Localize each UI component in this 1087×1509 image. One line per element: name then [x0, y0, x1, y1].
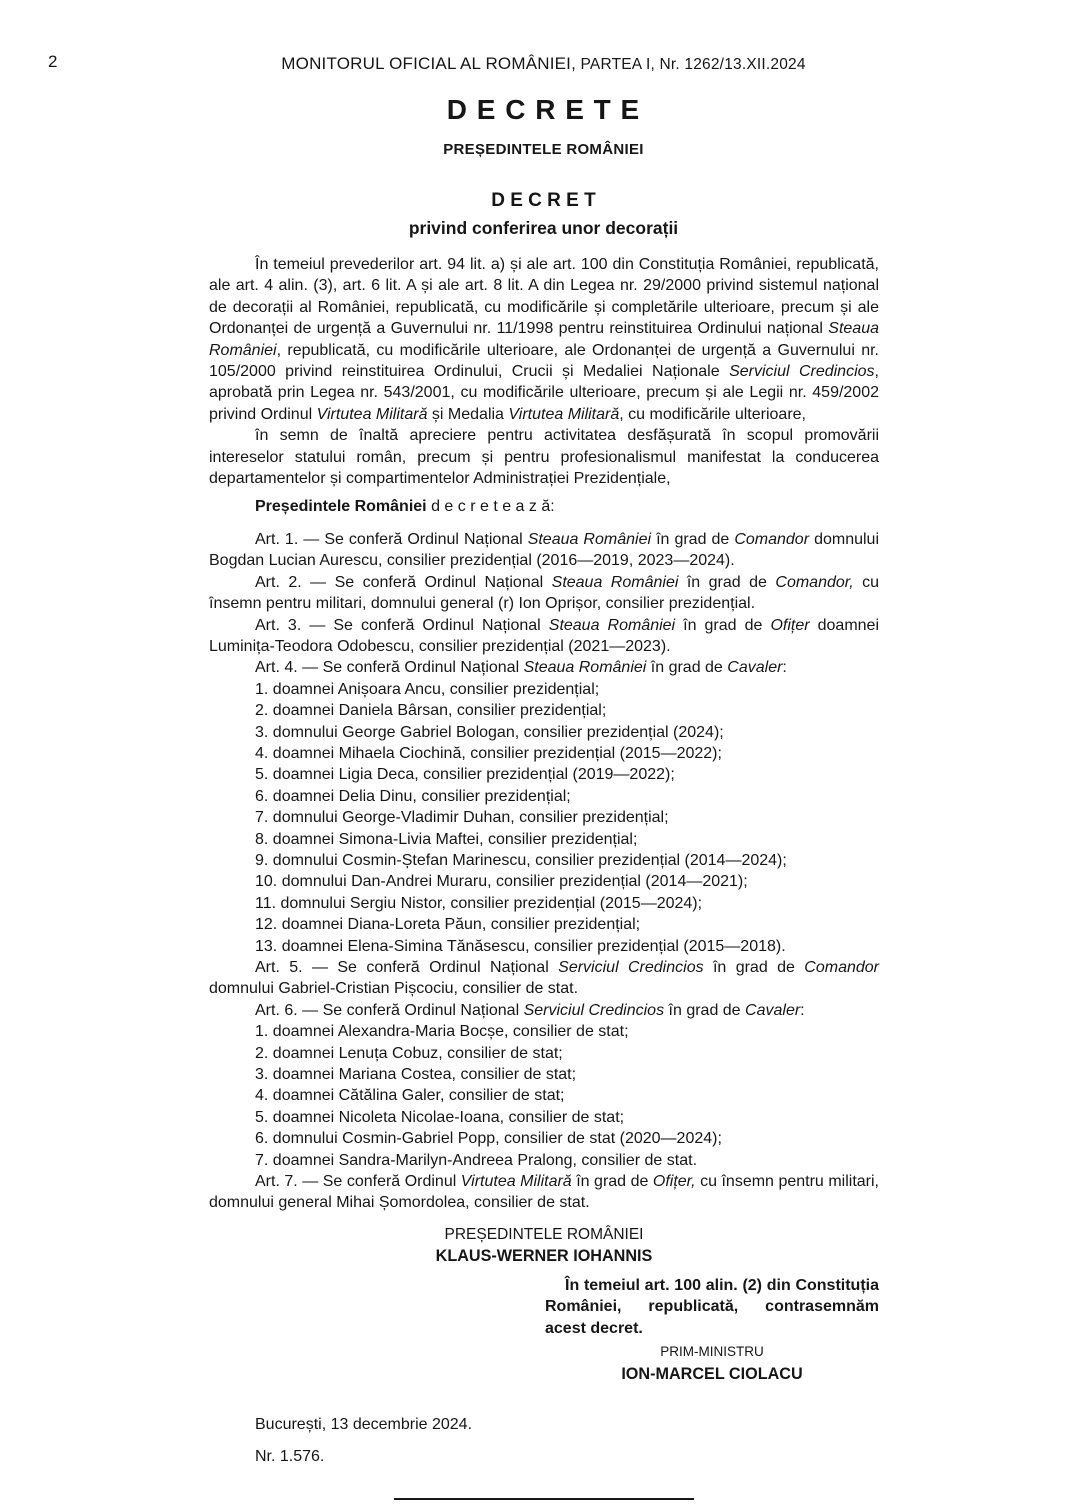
masthead [0, 0, 1087, 74]
list-item: 2. doamnei Daniela Bârsan, consilier prezidențial; [255, 702, 607, 720]
countersign-text: În temeiul art. 100 alin. (2) din Constituția României, republicată, contrasemnăm acest decret. [545, 1276, 879, 1337]
list-item: 3. doamnei Mariana Costea, consilier de stat; [255, 1066, 577, 1084]
body-paragraph: în semn de înaltă apreciere pentru activitatea desfășurată în scopul promovării intereselor statului român, precum și pentru profesionalismul manifestat la conducerea departamentelor și compartimentelor Administrației Prezidențiale, [209, 427, 879, 488]
list-item: 10. domnului Dan-Andrei Muraru, consilier prezidențial (2014—2021); [255, 873, 748, 891]
list-item: 12. doamnei Diana-Loreta Păun, consilier prezidențial; [255, 916, 641, 934]
body-paragraph: Art. 2. — Se conferă Ordinul Național Steaua României în grad de Comandor, cu însemn pentru militari, domnului general (r) Ion Oprișor, consilier prezidențial. [209, 573, 880, 613]
list-item: 1. doamnei Anișoara Ancu, consilier prezidențial; [255, 680, 600, 698]
body-paragraph: În temeiul prevederilor art. 94 lit. a) și ale art. 100 din Constituția României, republicată, ale art. 4 alin. (3), art. 6 lit. A și ale art. 8 lit. A din Legea nr. 29/2000 privind sistemul național de decorații al României, republicată, cu modificările și completările ulterioare, precum și ale Ordonanței de urgență a Guvernului nr. 11/1998 pentru reinstituirea Ordinului național Steaua României, republicată, cu modificările ulterioare, ale Ordonanței de urgență a Guvernului nr. 105/2000 privind reinstituirea Ordinului, Crucii și Medaliei Naționale Serviciul Credincios, aprobată prin Legea nr. 543/2001, cu modificările ulterioare, precum și ale Legii nr. 459/2002 privind Ordinul Virtutea Militară și Medalia Virtutea Militară, cu modificările ulterioare, [209, 256, 879, 423]
decree-title: D E C R E T [491, 190, 596, 211]
decree-number: Nr. 1.576. [255, 1448, 325, 1466]
body-paragraph: Art. 4. — Se conferă Ordinul Național Steaua României în grad de Cavaler: [255, 659, 787, 677]
list-item: 6. doamnei Delia Dinu, consilier prezidențial; [255, 787, 571, 805]
list-item: 2. doamnei Lenuța Cobuz, consilier de stat; [255, 1044, 563, 1062]
prime-minister-name: ION-MARCEL CIOLACU [621, 1365, 803, 1384]
president-signature-title: PREȘEDINTELE ROMÂNIEI [444, 1225, 644, 1243]
president-signature-block [209, 1224, 879, 1268]
place-date: București, 13 decembrie 2024. [255, 1415, 473, 1433]
masthead-title: MONITORUL OFICIAL AL ROMÂNIEI, [281, 54, 577, 73]
section-title: D E C R E T E [446, 94, 641, 125]
decree-body [209, 254, 879, 1214]
list-item: 9. domnului Cosmin-Ștefan Marinescu, consilier prezidențial (2014—2024); [255, 851, 787, 869]
page-number: 2 [48, 52, 58, 71]
list-item: 8. doamnei Simona-Livia Maftei, consilier prezidențial; [255, 830, 638, 848]
body-paragraph: Art. 7. — Se conferă Ordinul Virtutea Militară în grad de Ofițer, cu însemn pentru militari, domnului general Mihai Șomordolea, consilier de stat. [209, 1173, 879, 1212]
list-item: 4. doamnei Cătălina Galer, consilier de stat; [255, 1087, 565, 1105]
decree-subtitle: privind conferirea unor decorații [408, 218, 679, 238]
body-paragraph: Art. 3. — Se conferă Ordinul Național Steaua României în grad de Ofițer doamnei Luminița-Teodora Odobescu, consilier prezidențial (2021—2023). [209, 616, 879, 655]
decree-formula: Președintele României d e c r e t e a z ă: [255, 498, 555, 516]
list-item: 11. domnului Sergiu Nistor, consilier prezidențial (2015—2024); [255, 894, 703, 912]
list-item: 7. doamnei Sandra-Marilyn-Andreea Pralong, consilier de stat. [255, 1151, 698, 1169]
prime-minister-title: PRIM-MINISTRU [660, 1343, 764, 1359]
list-item: 13. doamnei Elena-Simina Tănăsescu, consilier prezidențial (2015—2018). [255, 937, 786, 955]
list-item: 5. doamnei Nicoleta Nicolae-Ioana, consilier de stat; [255, 1108, 625, 1126]
list-item: 3. domnului George Gabriel Bologan, consilier prezidențial (2024); [255, 723, 724, 741]
body-paragraph: Art. 6. — Se conferă Ordinul Național Serviciul Credincios în grad de Cavaler: [255, 1001, 805, 1019]
list-item: 5. doamnei Ligia Deca, consilier prezidențial (2019—2022); [255, 766, 675, 784]
list-item: 4. doamnei Mihaela Ciochină, consilier prezidențial (2015—2022); [255, 744, 722, 762]
body-paragraph: Art. 5. — Se conferă Ordinul Național Serviciul Credincios în grad de Comandor domnului Gabriel-Cristian Pișcociu, consilier de stat. [209, 959, 879, 998]
masthead-part-info: PARTEA I, Nr. 1262/13.XII.2024 [576, 56, 806, 73]
bottom-divider [394, 1498, 694, 1500]
decree-body-column [209, 254, 879, 1468]
body-paragraph: Art. 1. — Se conferă Ordinul Național Steaua României în grad de Comandor domnului Bogdan Lucian Aurescu, consilier prezidențial (2016—2019, 2023—2024). [209, 530, 879, 570]
list-item: 1. doamnei Alexandra-Maria Bocșe, consilier de stat; [255, 1023, 629, 1041]
issuer-title: PREȘEDINTELE ROMÂNIEI [443, 141, 644, 158]
list-item: 7. domnului George-Vladimir Duhan, consilier prezidențial; [255, 809, 669, 827]
president-signature-name: KLAUS-WERNER IOHANNIS [435, 1247, 653, 1266]
list-item: 6. domnului Cosmin-Gabriel Popp, consilier de stat (2020—2024); [255, 1130, 722, 1148]
